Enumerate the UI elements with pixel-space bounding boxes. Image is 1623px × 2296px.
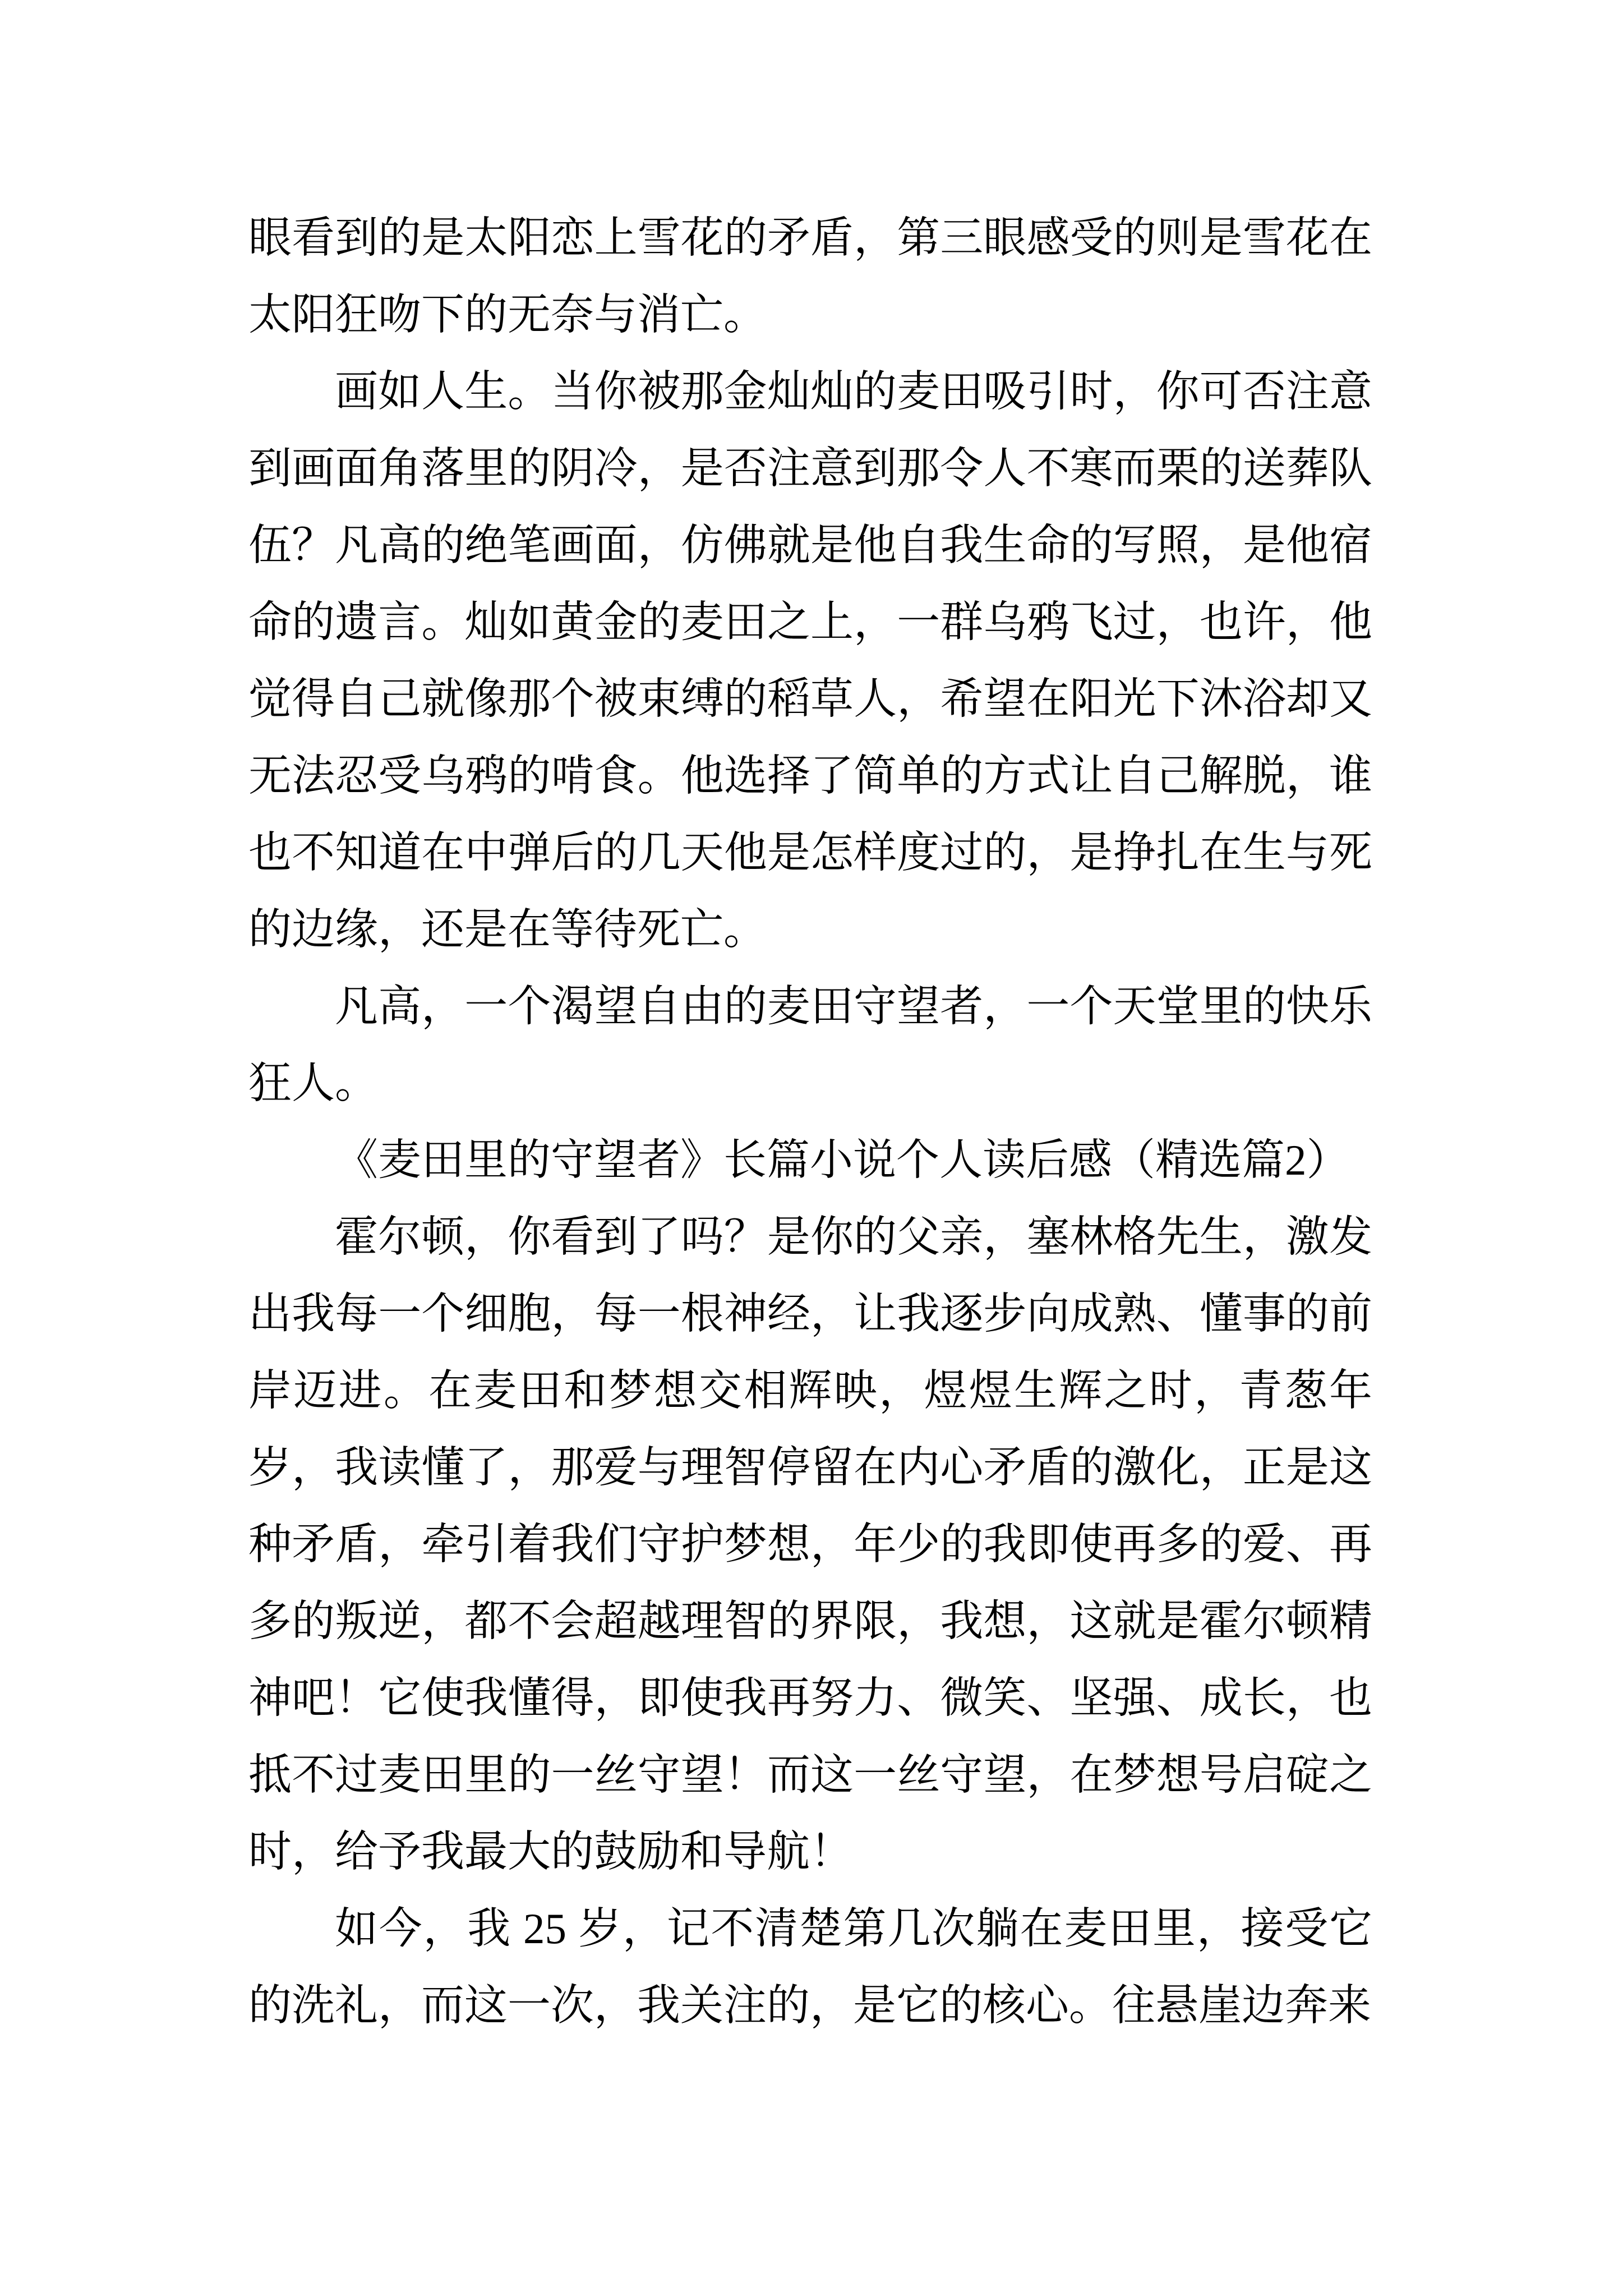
paragraph: 凡高，一个渴望自由的麦田守望者，一个天堂里的快乐狂人。 <box>248 982 1372 1107</box>
paragraph: 《麦田里的守望者》长篇小说个人读后感（精选篇2） <box>335 1136 1350 1184</box>
essay-body <box>248 200 1372 2044</box>
paragraph: 画如人生。当你被那金灿灿的麦田吸引时，你可否注意到画面角落里的阴冷，是否注意到那令人不寒而栗的送葬队伍？凡高的绝笔画面，仿佛就是他自我生命的写照，是他宿命的遗言。灿如黄金的麦田之上，一群乌鸦飞过，也许，他觉得自己就像那个被束缚的稻草人，希望在阳光下沐浴却又无法忍受乌鸦的啃食。他选择了简单的方式让自己解脱，谁也不知道在中弹后的几天他是怎样度过的，是挣扎在生与死的边缘，还是在等待死亡。 <box>248 367 1372 954</box>
paragraph: 如今，我 25 岁，记不清楚第几次躺在麦田里，接受它的洗礼，而这一次，我关注的，是它的核心。往悬崖边奔来 <box>248 1904 1372 2030</box>
paragraph: 霍尔顿，你看到了吗？是你的父亲，塞林格先生，激发出我每一个细胞，每一根神经，让我逐步向成熟、懂事的前岸迈进。在麦田和梦想交相辉映，煜煜生辉之时，青葱年岁，我读懂了，那爱与理智停留在内心矛盾的激化，正是这种矛盾，牵引着我们守护梦想，年少的我即使再多的爱、再多的叛逆，都不会超越理智的界限，我想，这就是霍尔顿精神吧！它使我懂得，即使我再努力、微笑、坚强、成长，也抵不过麦田里的一丝守望！而这一丝守望，在梦想号启碇之时，给予我最大的鼓励和导航！ <box>248 1213 1372 1876</box>
paragraph: 眼看到的是太阳恋上雪花的矛盾，第三眼感受的则是雪花在太阳狂吻下的无奈与消亡。 <box>248 214 1372 339</box>
